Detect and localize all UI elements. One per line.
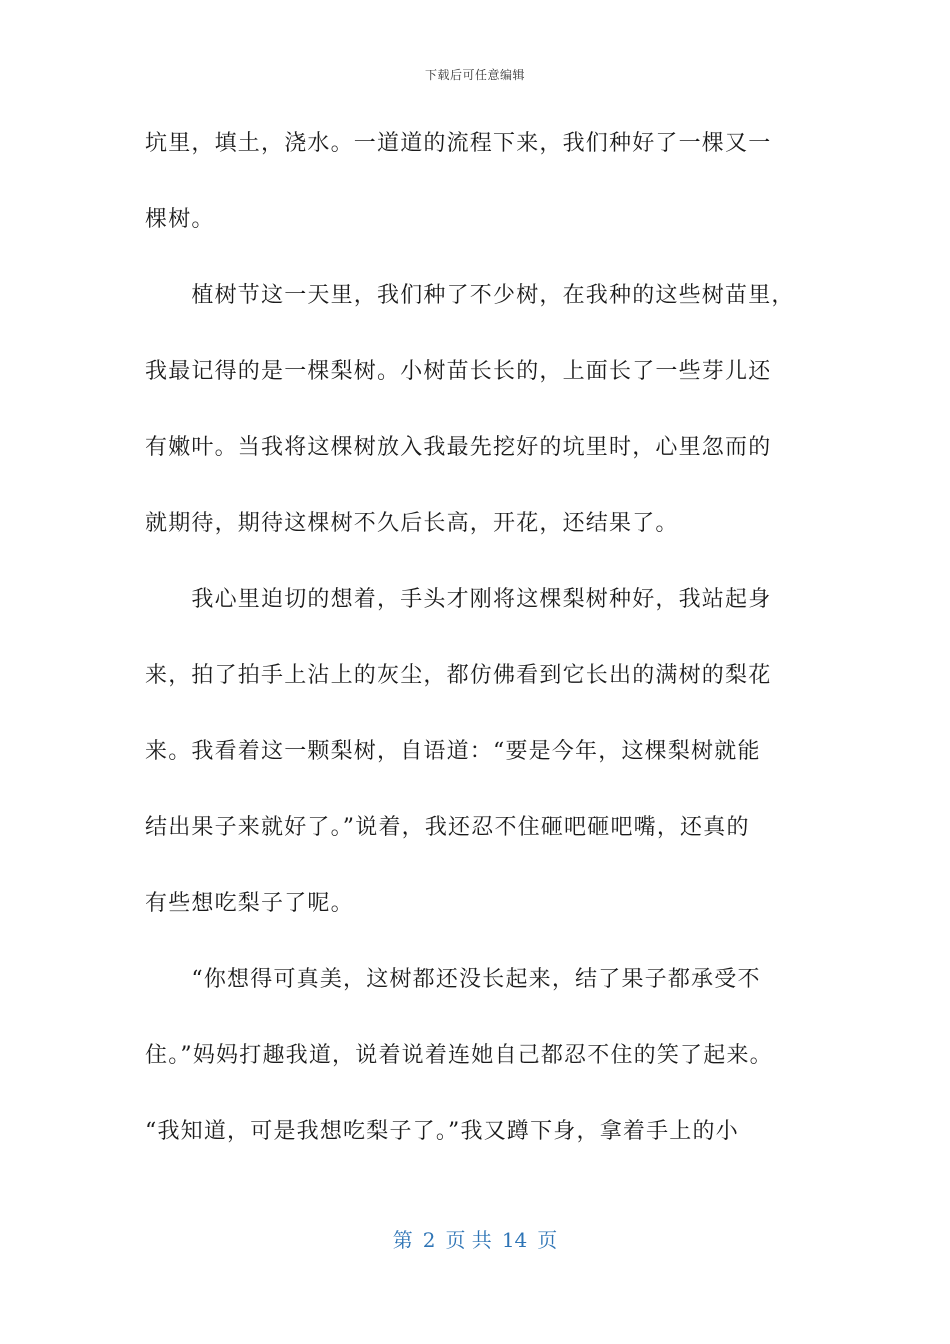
footer-prefix: 第: [392, 1228, 413, 1252]
text-line: 植树节这一天里，我们种了不少树，在我种的这些树苗里，: [145, 283, 795, 308]
total-page-count: 14: [501, 1228, 528, 1252]
page-footer: [0, 1224, 950, 1253]
text-line: 有些想吃梨子了呢。: [145, 891, 354, 916]
text-line: 结出果子来就好了。”说着，我还忍不住砸吧砸吧嘴，还真的: [145, 815, 750, 840]
text-line: “我知道，可是我想吃梨子了。”我又蹲下身，拿着手上的小: [145, 1119, 739, 1144]
page-header: 下载后可任意编辑: [424, 68, 525, 82]
footer-middle: 页 共: [445, 1228, 492, 1252]
text-line: 有嫩叶。当我将这棵树放入我最先挖好的坑里时，心里忽而的: [145, 435, 772, 460]
text-line: 我最记得的是一棵梨树。小树苗长长的，上面长了一些芽儿还: [145, 359, 772, 384]
text-line: 来，拍了拍手上沾上的灰尘，都仿佛看到它长出的满树的梨花: [145, 663, 772, 688]
text-line: “你想得可真美，这树都还没长起来，结了果子都承受不: [145, 967, 761, 992]
text-line: 我心里迫切的想着，手头才刚将这棵梨树种好，我站起身: [145, 587, 772, 612]
footer-suffix: 页: [537, 1228, 558, 1252]
text-line: 就期待，期待这棵树不久后长高，开花，还结果了。: [145, 511, 679, 536]
document-body: [145, 120, 805, 1184]
text-line: 棵树。: [145, 207, 215, 232]
text-line: 来。我看着这一颗梨树，自语道：“要是今年，这棵梨树就能: [145, 739, 761, 764]
current-page-number: 2: [422, 1228, 436, 1252]
text-line: 住。”妈妈打趣我道，说着说着连她自己都忍不住的笑了起来。: [145, 1043, 773, 1068]
text-line: 坑里，填土，浇水。一道道的流程下来，我们种好了一棵又一: [145, 131, 772, 156]
